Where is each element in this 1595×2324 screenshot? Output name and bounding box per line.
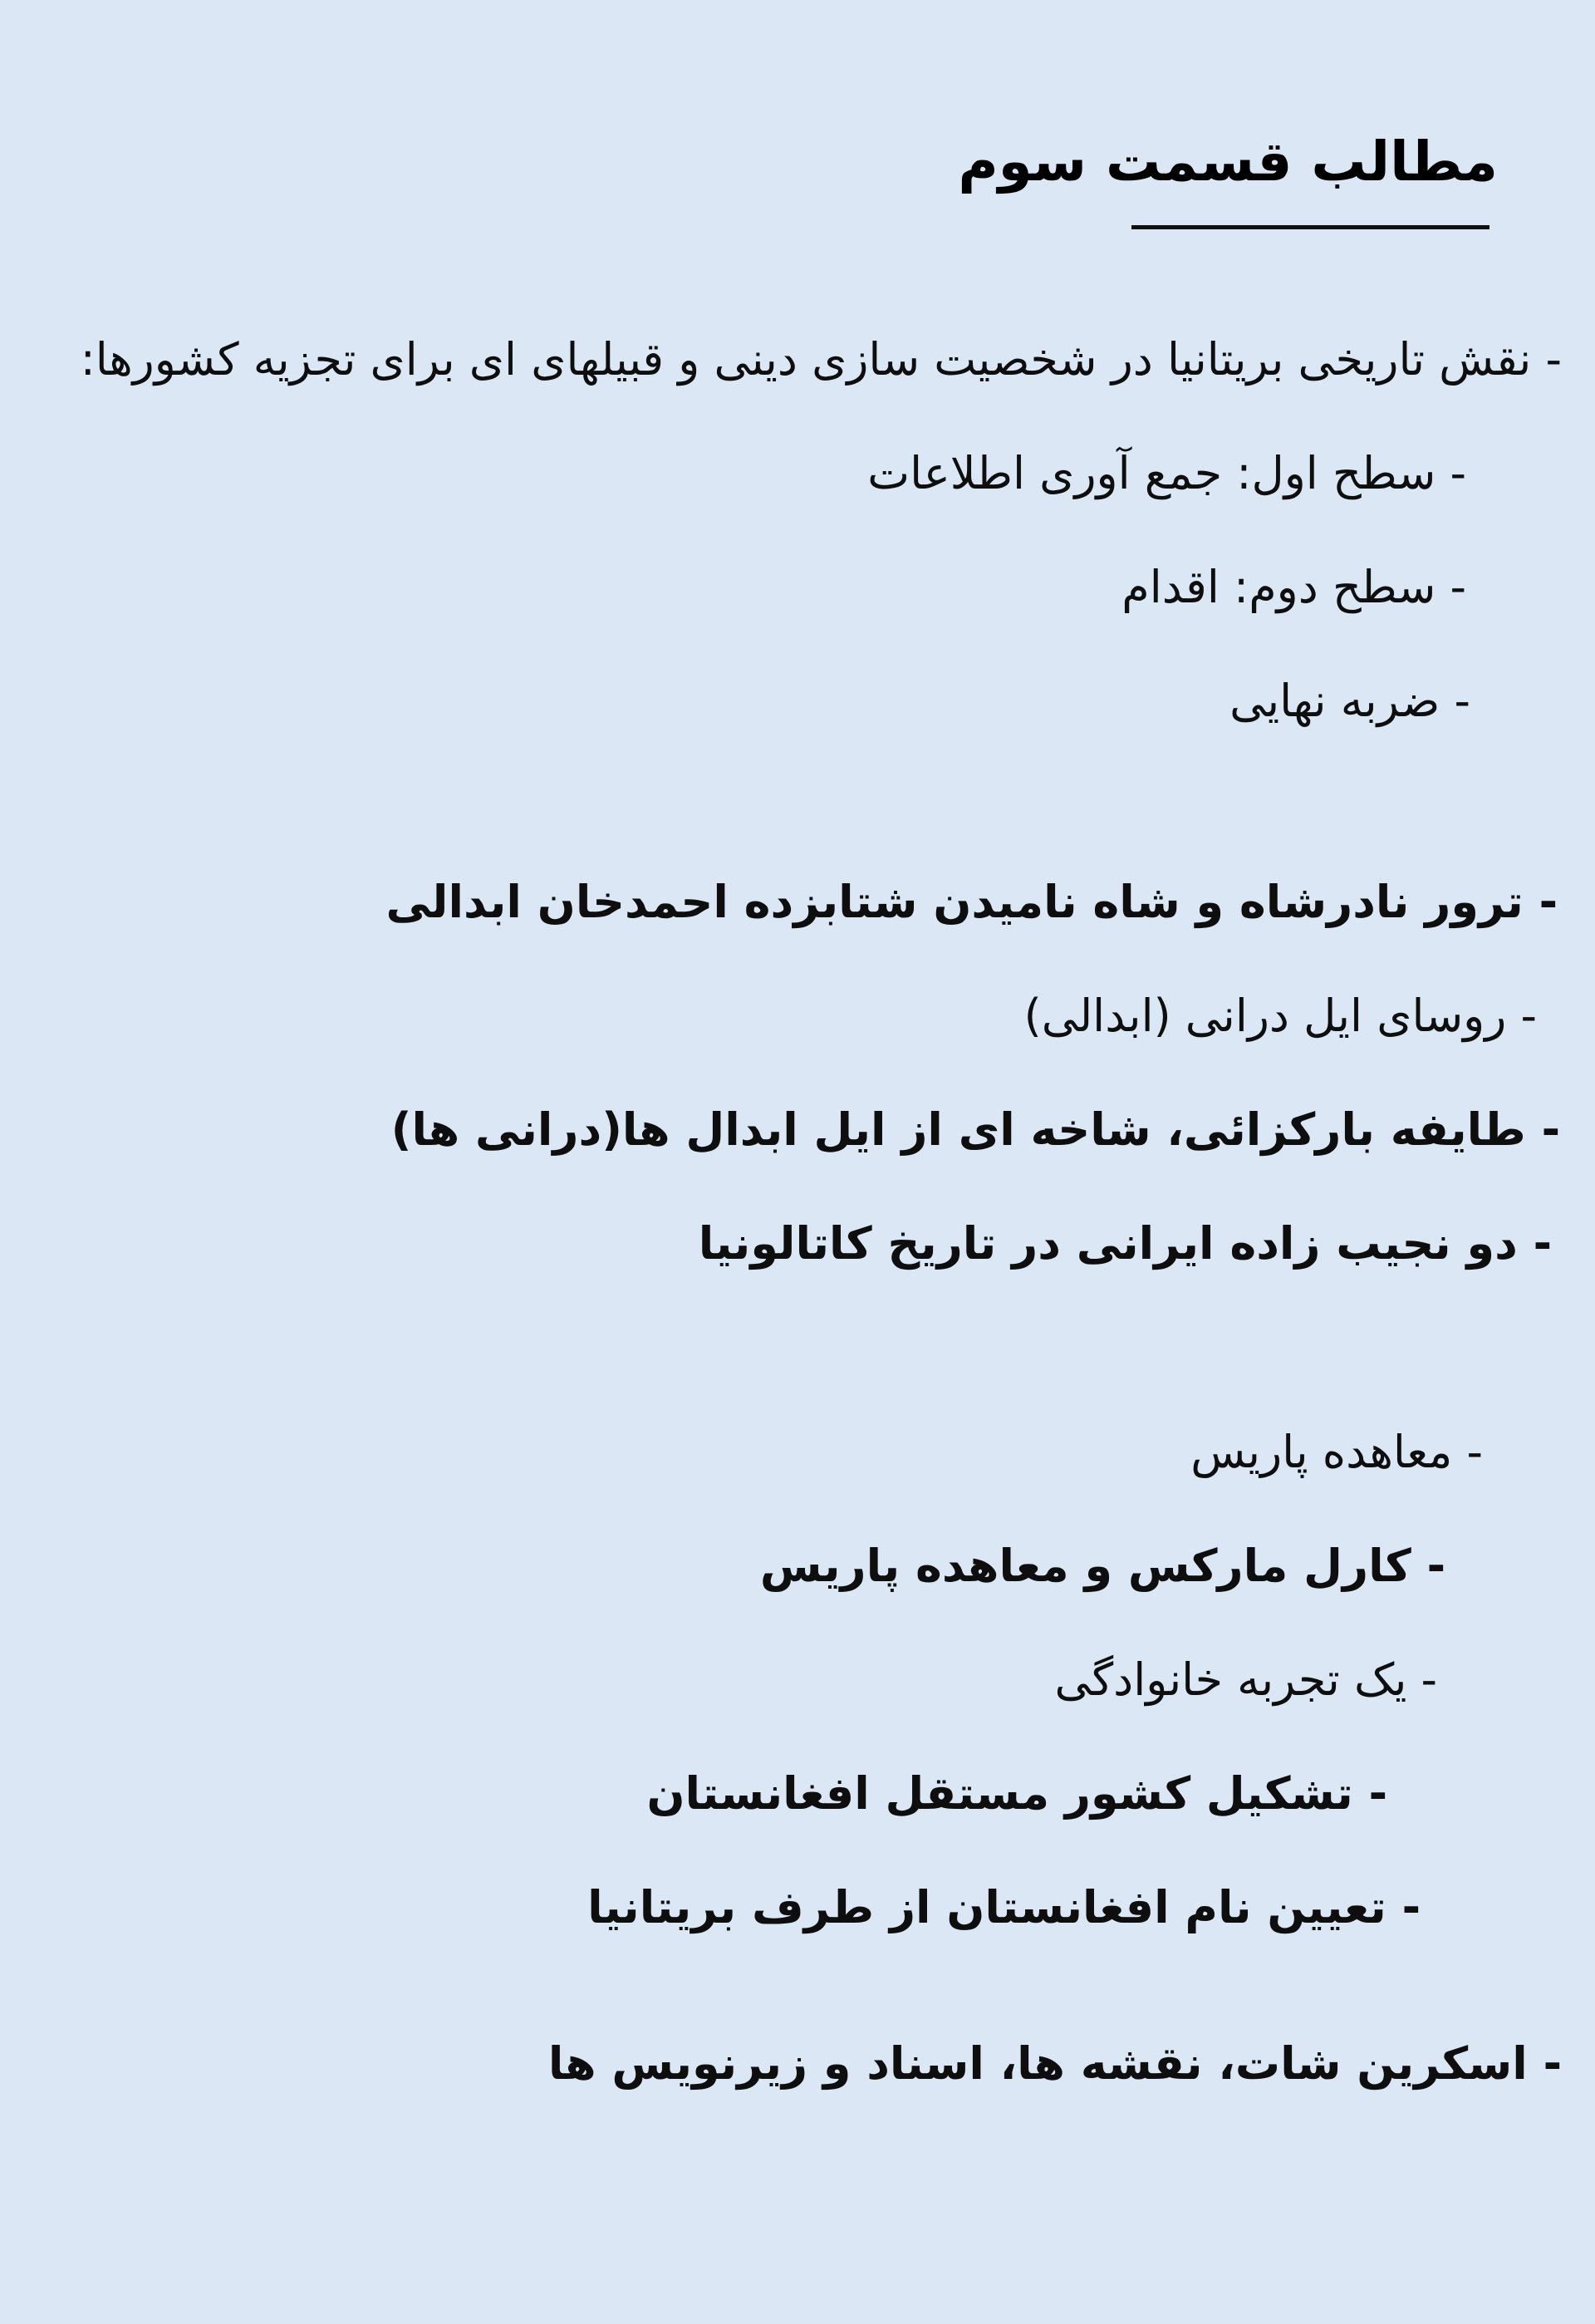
toc-item: - اسکرین شات، نقشه ها، اسناد و زیرنویس ها [547,2037,1562,2090]
toc-item: - کارل مارکس و معاهده پاریس [759,1540,1445,1592]
toc-item: - ترور نادرشاه و شاه نامیدن شتابزده احمدخان ابدالی [385,876,1558,928]
toc-item: - سطح دوم: اقدام [1121,561,1466,613]
page-title: مطالب قسمت سوم [958,130,1498,194]
toc-item: - ضربه نهایی [1229,675,1470,727]
toc-item: - تشکیل کشور مستقل افغانستان [646,1767,1387,1820]
toc-item: - روسای ایل درانی (ابدالی) [1023,990,1537,1042]
toc-item: - معاهده پاریس [1190,1426,1483,1478]
toc-item: - طایفه بارکزائی، شاخه ای از ایل ابدال ها(درانی ها) [390,1103,1560,1156]
toc-item: - دو نجیب زاده ایرانی در تاریخ کاتالونیا [698,1217,1552,1270]
toc-item: - سطح اول: جمع آوری اطلاعات [867,447,1466,499]
toc-item: - تعیین نام افغانستان از طرف بریتانیا [587,1881,1421,1933]
title-underline [1131,225,1489,229]
toc-item: - یک تجربه خانوادگی [1054,1653,1437,1706]
toc-item: - نقش تاریخی بریتانیا در شخصیت سازی دینی و قبیلهای ای برای تجزیه کشورها: [80,333,1562,386]
